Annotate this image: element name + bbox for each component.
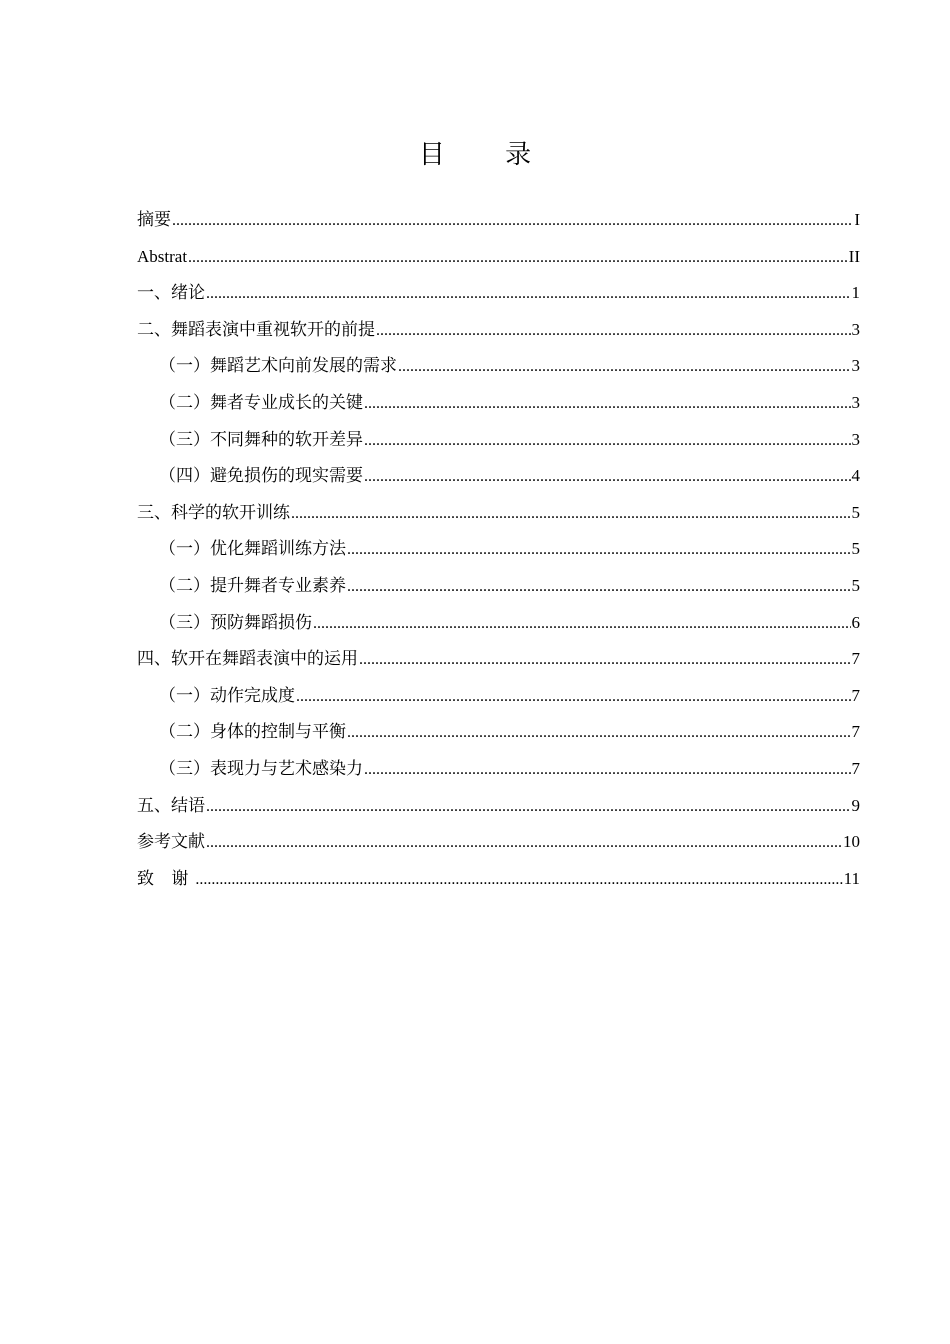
toc-entry-page: 5 [851, 575, 860, 595]
toc-entry-page: 6 [851, 612, 860, 632]
toc-leader-dots [359, 641, 851, 679]
toc-leader-dots [364, 751, 851, 789]
toc-leader-dots [364, 422, 851, 460]
toc-entry-label: （一）优化舞蹈训练方法 [159, 539, 346, 560]
toc-entry[interactable] [137, 275, 860, 312]
toc-subentry[interactable] [137, 348, 860, 385]
toc-leader-dots [206, 788, 851, 826]
toc-subentry[interactable] [137, 422, 860, 459]
toc-entry-page: 10 [843, 832, 860, 852]
toc-entry[interactable] [137, 312, 860, 349]
toc-leader-dots [347, 714, 851, 752]
toc-leader-dots [398, 348, 851, 386]
toc-entry-label: Abstrat [137, 246, 188, 266]
toc-leader-dots [195, 861, 842, 899]
toc-subentry[interactable] [137, 678, 860, 715]
toc-entry-label: （三）预防舞蹈损伤 [159, 612, 312, 633]
toc-entry-label: 摘要 [137, 210, 171, 230]
toc-entry-page: 7 [851, 685, 860, 705]
toc-leader-dots [376, 312, 851, 350]
toc-entry-label: （四）避免损伤的现实需要 [159, 466, 363, 487]
toc-entry-label: （二）舞者专业成长的关键 [159, 392, 363, 413]
toc-entry-label: （三）表现力与艺术感染力 [159, 758, 363, 779]
toc-leader-dots [296, 678, 851, 716]
toc-entry[interactable] [137, 861, 860, 898]
toc-entry-label: 一、绪论 [137, 283, 205, 304]
toc-leader-dots [206, 824, 842, 862]
toc-entry-page: 7 [851, 758, 860, 778]
toc-entry-page: 3 [851, 429, 860, 449]
toc-leader-dots [313, 605, 851, 643]
toc-entry-page: 3 [851, 319, 860, 339]
toc-entry[interactable] [137, 239, 860, 276]
toc-entry-page: 4 [851, 466, 860, 486]
toc-entry-page: 9 [851, 795, 860, 815]
toc-entry-label: （三）不同舞种的软开差异 [159, 429, 363, 450]
toc-entry-page: I [854, 210, 860, 229]
toc-entry-page: 5 [851, 502, 860, 522]
toc-entry-page: 3 [851, 356, 860, 376]
toc-entry-page: 7 [851, 649, 860, 669]
toc-entry[interactable] [137, 824, 860, 861]
toc-entry-label: （一）动作完成度 [159, 685, 295, 706]
toc-entry-label: 致 谢 [137, 868, 195, 889]
toc-title: 目 录 [418, 140, 558, 170]
toc-entry-label: （二）身体的控制与平衡 [159, 722, 346, 743]
toc-entry-label: 参考文献 [137, 832, 205, 853]
toc-list [137, 202, 860, 897]
toc-subentry[interactable] [137, 458, 860, 495]
toc-leader-dots [206, 275, 851, 313]
toc-entry-label: （一）舞蹈艺术向前发展的需求 [159, 356, 397, 377]
toc-subentry[interactable] [137, 385, 860, 422]
toc-subentry[interactable] [137, 605, 860, 642]
toc-entry-label: 二、舞蹈表演中重视软开的前提 [137, 319, 375, 340]
toc-entry-label: （二）提升舞者专业素养 [159, 575, 346, 596]
toc-entry-page: 7 [851, 722, 860, 742]
toc-entry-page: 3 [851, 392, 860, 412]
toc-leader-dots [364, 385, 851, 423]
toc-entry[interactable] [137, 788, 860, 825]
toc-entry[interactable] [137, 641, 860, 678]
toc-entry-page: 5 [851, 539, 860, 559]
toc-subentry[interactable] [137, 751, 860, 788]
toc-leader-dots [364, 458, 851, 496]
toc-entry-label: 五、结语 [137, 795, 205, 816]
toc-leader-dots [291, 495, 851, 533]
toc-entry[interactable] [137, 495, 860, 532]
toc-subentry[interactable] [137, 531, 860, 568]
toc-subentry[interactable] [137, 568, 860, 605]
toc-subentry[interactable] [137, 714, 860, 751]
toc-entry-label: 三、科学的软开训练 [137, 502, 290, 523]
toc-entry-page: II [848, 246, 860, 266]
toc-leader-dots [188, 239, 848, 277]
toc-entry[interactable] [137, 202, 860, 239]
toc-leader-dots [347, 531, 851, 569]
toc-entry-page: 11 [843, 868, 860, 888]
toc-leader-dots [172, 202, 853, 240]
toc-leader-dots [347, 568, 851, 606]
toc-entry-page: 1 [851, 283, 860, 303]
toc-entry-label: 四、软开在舞蹈表演中的运用 [137, 649, 358, 670]
